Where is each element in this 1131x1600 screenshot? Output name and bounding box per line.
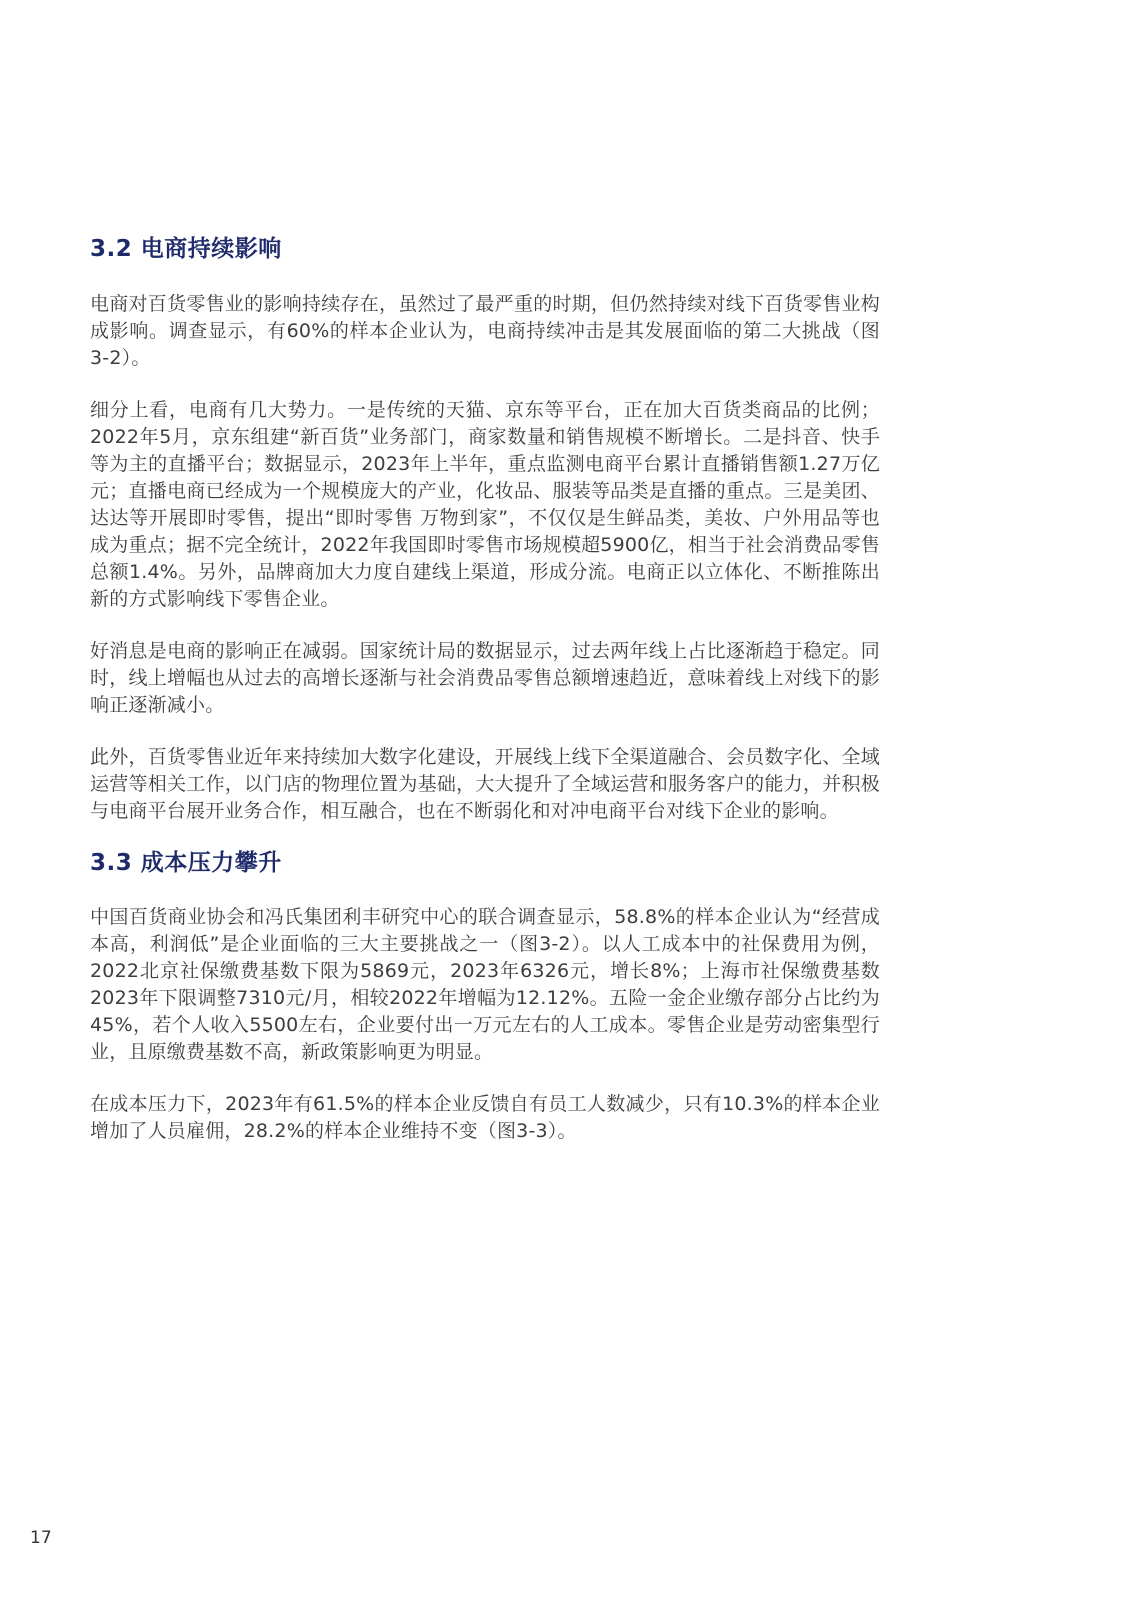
paragraph: 此外，百货零售业近年来持续加大数字化建设，开展线上线下全渠道融合、会员数字化、全域运营等相关工作，以门店的物理位置为基础，大大提升了全域运营和服务客户的能力，并积极与电商平台展开业务合作，相互融合，也在不断弱化和对冲电商平台对线下企业的影响。 [90, 745, 880, 822]
paragraph: 中国百货商业协会和冯氏集团利丰研究中心的联合调查显示，58.8%的样本企业认为“经营成本高，利润低”是企业面临的三大主要挑战之一（图3-2）。以人工成本中的社保费用为例，2022北京社保缴费基数下限为5869元，2023年6326元，增长8%；上海市社保缴费基数2023年下限调整7310元/月，相较2022年增幅为12.12%。五险一金企业缴存部分占比约为45%，若个人收入5500左右，企业要付出一万元左右的人工成本。零售企业是劳动密集型行业，且原缴费基数不高，新政策影响更为明显。 [90, 906, 880, 1064]
paragraph: 细分上看，电商有几大势力。一是传统的天猫、京东等平台，正在加大百货类商品的比例；2022年5月，京东组建“新百货”业务部门，商家数量和销售规模不断增长。二是抖音、快手等为主的直播平台；数据显示，2023年上半年，重点监测电商平台累计直播销售额1.27万亿元；直播电商已经成为一个规模庞大的产业，化妆品、服装等品类是直播的重点。三是美团、达达等开展即时零售，提出“即时零售 万物到家”，不仅仅是生鲜品类，美妆、户外用品等也成为重点；据不完全统计，2022年我国即时零售市场规模超5900亿，相当于社会消费品零售总额1.4%。另外，品牌商加大力度自建线上渠道，形成分流。电商正以立体化、不断推陈出新的方式影响线下零售企业。 [90, 398, 880, 610]
section-heading-cost-pressure: 3.3 成本压力攀升 [90, 849, 282, 876]
page-content [90, 236, 880, 1145]
paragraph: 好消息是电商的影响正在减弱。国家统计局的数据显示，过去两年线上占比逐渐趋于稳定。同时，线上增幅也从过去的高增长逐渐与社会消费品零售总额增速趋近，意味着线上对线下的影响正逐渐减小。 [90, 639, 880, 716]
paragraph: 电商对百货零售业的影响持续存在，虽然过了最严重的时期，但仍然持续对线下百货零售业构成影响。调查显示，有60%的样本企业认为，电商持续冲击是其发展面临的第二大挑战（图3-2）。 [90, 292, 880, 369]
section-heading-e-commerce: 3.2 电商持续影响 [90, 236, 282, 262]
paragraph: 在成本压力下，2023年有61.5%的样本企业反馈自有员工人数减少，只有10.3%的样本企业增加了人员雇佣，28.2%的样本企业维持不变（图3-3）。 [90, 1093, 880, 1143]
page-number: 17 [30, 1528, 52, 1548]
